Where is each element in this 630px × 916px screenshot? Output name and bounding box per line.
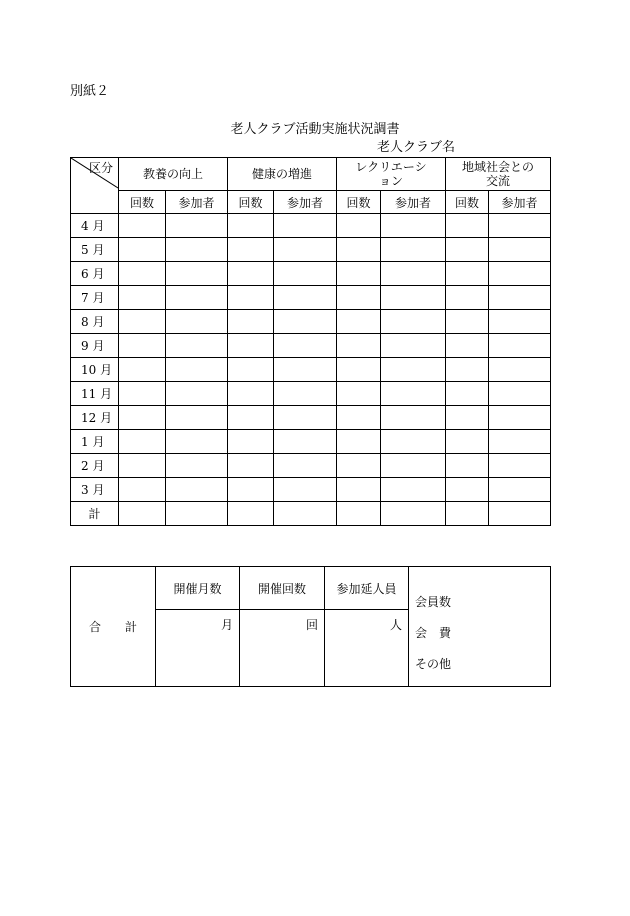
count-cell[interactable] <box>337 454 381 478</box>
count-cell[interactable] <box>228 286 274 310</box>
summary-items-cell <box>409 567 551 687</box>
participants-cell[interactable] <box>489 286 551 310</box>
participants-cell[interactable] <box>274 310 337 334</box>
participants-cell[interactable] <box>489 334 551 358</box>
total-row <box>71 502 551 526</box>
month-label: 12 月 <box>71 406 119 430</box>
count-cell[interactable] <box>446 454 489 478</box>
count-cell[interactable] <box>228 334 274 358</box>
summary-unit-attendees[interactable]: 人 <box>325 610 409 687</box>
attachment-label: 別紙２ <box>70 84 110 99</box>
participants-cell[interactable] <box>489 454 551 478</box>
participants-cell[interactable] <box>381 454 446 478</box>
sub-header-count: 回数 <box>119 191 166 214</box>
count-cell[interactable] <box>446 382 489 406</box>
count-cell[interactable] <box>446 358 489 382</box>
sub-header-participants: 参加者 <box>166 191 228 214</box>
count-cell[interactable] <box>228 238 274 262</box>
count-cell[interactable] <box>228 382 274 406</box>
summary-header-months: 開催月数 <box>156 567 240 610</box>
participants-cell[interactable] <box>166 334 228 358</box>
participants-cell[interactable] <box>274 238 337 262</box>
participants-cell[interactable] <box>381 310 446 334</box>
participants-cell[interactable] <box>274 502 337 526</box>
participants-cell[interactable] <box>274 406 337 430</box>
category-header: レクリエーション <box>337 158 446 191</box>
count-cell[interactable] <box>337 502 381 526</box>
count-cell[interactable] <box>119 286 166 310</box>
participants-cell[interactable] <box>489 214 551 238</box>
month-label: 3 月 <box>71 478 119 502</box>
count-cell[interactable] <box>119 430 166 454</box>
count-cell[interactable] <box>337 430 381 454</box>
participants-cell[interactable] <box>166 454 228 478</box>
month-label: 1 月 <box>71 430 119 454</box>
participants-cell[interactable] <box>274 454 337 478</box>
count-cell[interactable] <box>337 286 381 310</box>
corner-header-cell <box>71 158 119 214</box>
month-label: 5 月 <box>71 238 119 262</box>
count-cell[interactable] <box>119 406 166 430</box>
participants-cell[interactable] <box>166 406 228 430</box>
participants-cell[interactable] <box>166 310 228 334</box>
month-row <box>71 214 551 238</box>
participants-cell[interactable] <box>166 502 228 526</box>
count-cell[interactable] <box>446 262 489 286</box>
corner-top-label: 区分 <box>88 161 113 175</box>
participants-cell[interactable] <box>274 214 337 238</box>
participants-cell[interactable] <box>381 262 446 286</box>
participants-cell[interactable] <box>381 286 446 310</box>
month-label: 9 月 <box>71 334 119 358</box>
participants-cell[interactable] <box>166 238 228 262</box>
count-cell[interactable] <box>337 214 381 238</box>
participants-cell[interactable] <box>489 382 551 406</box>
participants-cell[interactable] <box>166 358 228 382</box>
sub-header-count: 回数 <box>337 191 381 214</box>
count-cell[interactable] <box>228 502 274 526</box>
participants-cell[interactable] <box>381 214 446 238</box>
count-cell[interactable] <box>446 406 489 430</box>
participants-cell[interactable] <box>489 310 551 334</box>
count-cell[interactable] <box>446 478 489 502</box>
participants-cell[interactable] <box>274 430 337 454</box>
count-cell[interactable] <box>228 478 274 502</box>
participants-cell[interactable] <box>381 430 446 454</box>
summary-unit-sessions[interactable]: 回 <box>240 610 325 687</box>
count-cell[interactable] <box>446 430 489 454</box>
count-cell[interactable] <box>337 358 381 382</box>
participants-cell[interactable] <box>274 286 337 310</box>
participants-cell[interactable] <box>381 502 446 526</box>
count-cell[interactable] <box>446 238 489 262</box>
summary-table <box>70 566 551 687</box>
count-cell[interactable] <box>228 262 274 286</box>
participants-cell[interactable] <box>381 382 446 406</box>
count-cell[interactable] <box>446 502 489 526</box>
count-cell[interactable] <box>228 454 274 478</box>
participants-cell[interactable] <box>489 406 551 430</box>
count-cell[interactable] <box>337 238 381 262</box>
participants-cell[interactable] <box>166 382 228 406</box>
participants-cell[interactable] <box>166 286 228 310</box>
sub-header-participants: 参加者 <box>381 191 446 214</box>
participants-cell[interactable] <box>381 238 446 262</box>
participants-cell[interactable] <box>489 262 551 286</box>
participants-cell[interactable] <box>489 358 551 382</box>
participants-cell[interactable] <box>274 382 337 406</box>
month-row <box>71 454 551 478</box>
count-cell[interactable] <box>119 502 166 526</box>
count-cell[interactable] <box>446 310 489 334</box>
summary-unit-months[interactable]: 月 <box>156 610 240 687</box>
participants-cell[interactable] <box>381 406 446 430</box>
month-label: 4 月 <box>71 214 119 238</box>
count-cell[interactable] <box>228 214 274 238</box>
participants-cell[interactable] <box>381 334 446 358</box>
month-row <box>71 334 551 358</box>
participants-cell[interactable] <box>274 262 337 286</box>
month-row <box>71 478 551 502</box>
participants-cell[interactable] <box>381 358 446 382</box>
count-cell[interactable] <box>119 334 166 358</box>
count-cell[interactable] <box>119 262 166 286</box>
month-label: 10 月 <box>71 358 119 382</box>
count-cell[interactable] <box>228 358 274 382</box>
participants-cell[interactable] <box>489 430 551 454</box>
count-cell[interactable] <box>119 358 166 382</box>
month-row <box>71 238 551 262</box>
sub-header-participants: 参加者 <box>489 191 551 214</box>
participants-cell[interactable] <box>381 478 446 502</box>
count-cell[interactable] <box>119 214 166 238</box>
count-cell[interactable] <box>119 382 166 406</box>
count-cell[interactable] <box>337 382 381 406</box>
count-cell[interactable] <box>228 310 274 334</box>
category-header: 教養の向上 <box>119 158 228 191</box>
participants-cell[interactable] <box>166 214 228 238</box>
count-cell[interactable] <box>337 334 381 358</box>
count-cell[interactable] <box>119 310 166 334</box>
summary-header-sessions: 開催回数 <box>240 567 325 610</box>
club-name-label: 老人クラブ名 <box>377 140 456 155</box>
participants-cell[interactable] <box>274 478 337 502</box>
month-row <box>71 358 551 382</box>
count-cell[interactable] <box>119 454 166 478</box>
month-label: 8 月 <box>71 310 119 334</box>
month-row <box>71 286 551 310</box>
month-label: 11 月 <box>71 382 119 406</box>
category-header: 地域社会との交流 <box>446 158 551 191</box>
sub-header-count: 回数 <box>446 191 489 214</box>
month-label: 7 月 <box>71 286 119 310</box>
summary-item-members: 会員数 <box>415 595 452 609</box>
activity-table <box>70 157 551 526</box>
summary-item-other: その他 <box>415 657 452 671</box>
participants-cell[interactable] <box>274 334 337 358</box>
participants-cell[interactable] <box>489 478 551 502</box>
summary-header-attendees: 参加延人員 <box>325 567 409 610</box>
count-cell[interactable] <box>119 238 166 262</box>
count-cell[interactable] <box>337 310 381 334</box>
participants-cell[interactable] <box>166 262 228 286</box>
count-cell[interactable] <box>337 478 381 502</box>
month-label: 2 月 <box>71 454 119 478</box>
count-cell[interactable] <box>446 214 489 238</box>
sub-header-count: 回数 <box>228 191 274 214</box>
total-row-label: 計 <box>71 502 119 526</box>
count-cell[interactable] <box>446 286 489 310</box>
month-label: 6 月 <box>71 262 119 286</box>
month-row <box>71 382 551 406</box>
month-row <box>71 262 551 286</box>
document-title: 老人クラブ活動実施状況調書 <box>230 122 400 137</box>
month-row <box>71 310 551 334</box>
sub-header-participants: 参加者 <box>274 191 337 214</box>
summary-total-label: 合 計 <box>71 567 156 687</box>
count-cell[interactable] <box>119 478 166 502</box>
count-cell[interactable] <box>337 262 381 286</box>
count-cell[interactable] <box>337 406 381 430</box>
category-header: 健康の増進 <box>228 158 337 191</box>
summary-item-fees: 会 費 <box>415 626 452 640</box>
count-cell[interactable] <box>228 430 274 454</box>
participants-cell[interactable] <box>274 358 337 382</box>
participants-cell[interactable] <box>166 478 228 502</box>
count-cell[interactable] <box>446 334 489 358</box>
month-row <box>71 430 551 454</box>
count-cell[interactable] <box>228 406 274 430</box>
participants-cell[interactable] <box>166 430 228 454</box>
month-row <box>71 406 551 430</box>
participants-cell[interactable] <box>489 238 551 262</box>
participants-cell[interactable] <box>489 502 551 526</box>
